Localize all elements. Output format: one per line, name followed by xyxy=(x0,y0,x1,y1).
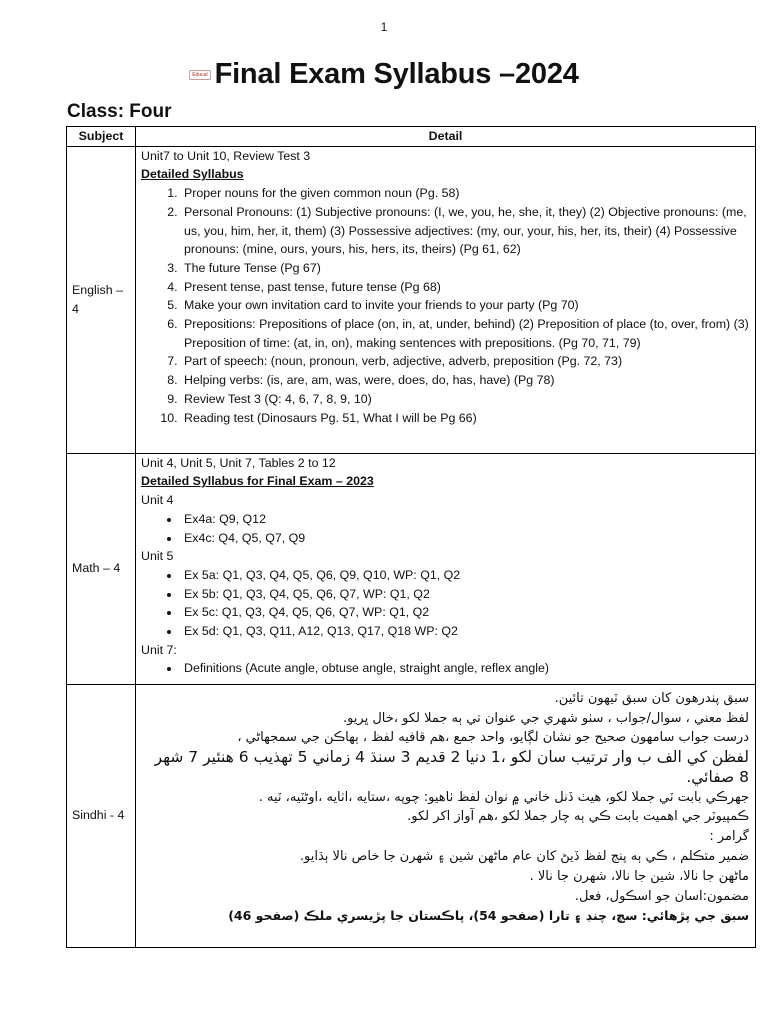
syllabus-table xyxy=(66,126,756,948)
list-item: • Ex4a: Q9, Q12 xyxy=(181,510,750,529)
list-item: • Ex 5a: Q1, Q3, Q4, Q5, Q6, Q9, Q10, WP: Q1, Q2 xyxy=(181,566,750,585)
sindhi-line: ڪمپيوٽر جي اهميت بابت ڪي ٻه چار جملا لکو ،هم آواز اکر لکو. xyxy=(407,809,749,825)
subject-math: Math – 4 xyxy=(67,453,136,684)
list-item: 9. Review Test 3 (Q: 4, 6, 7, 8, 9, 10) xyxy=(181,390,750,409)
math-heading: Detailed Syllabus for Final Exam – 2023 xyxy=(141,474,374,489)
list-item: 3. The future Tense (Pg 67) xyxy=(181,259,750,278)
sindhi-line: درست جواب سامهون صحيح جو نشان لڳايو، واحد جمع ،هم قافيه لفظ ، ٻهاڪن جي سمجهاڻي ، xyxy=(237,730,749,746)
detail-math xyxy=(136,453,756,684)
table-row-math xyxy=(67,453,756,684)
header-subject: Subject xyxy=(67,127,136,147)
list-item: • Ex 5b: Q1, Q3, Q4, Q5, Q6, Q7, WP: Q1, Q2 xyxy=(181,585,750,604)
sindhi-line: لفظن کي الف ب وار ترتيب سان لکو ،1 دنيا 2 قديم 3 سنڌ 4 زماني 5 تهذيب 6 هنئير 7 شهر 8 صفائي. xyxy=(154,748,749,786)
detail-english xyxy=(136,146,756,453)
sindhi-line: ضمير متڪلم ، ڪي ٻه پنج لفظ ڏيڻ کان عام ماڻهن شين ۽ شهرن جا خاص نالا ٻڌايو. xyxy=(299,849,749,865)
title-row xyxy=(0,58,768,91)
list-item: • Definitions (Acute angle, obtuse angle, straight angle, reflex angle) xyxy=(181,659,750,678)
sindhi-line: جهرڪي بابت ٽي جملا لکو، هيٺ ڏنل خاني ۾ نوان لفظ ٺاهيو: چوپه ،ستايه ،اٺايه ،اوڻٽيه، ٽيه . xyxy=(258,789,749,805)
subject-sindhi: Sindhi - 4 xyxy=(67,684,136,947)
list-item: 10. Reading test (Dinosaurs Pg. 51, What I will be Pg 66) xyxy=(181,409,750,428)
page-number: 1 xyxy=(380,20,388,34)
subject-english: English – 4 xyxy=(67,146,136,453)
list-item: 5. Make your own invitation card to invite your friends to your party (Pg 70) xyxy=(181,296,750,315)
math-unit5-label: Unit 5 xyxy=(141,549,174,564)
sindhi-line: ماڻهن جا نالا، شين جا نالا، شهرن جا نالا . xyxy=(529,868,749,884)
math-unit7-list xyxy=(141,659,750,678)
class-label: Class: Four xyxy=(67,101,172,122)
table-row-sindhi xyxy=(67,684,756,947)
list-item: 1. Proper nouns for the given common noun (Pg. 58) xyxy=(181,184,750,203)
list-item: • Ex 5c: Q1, Q3, Q4, Q5, Q6, Q7, WP: Q1, Q2 xyxy=(181,603,750,622)
sindhi-line: سبق جي پڙهائي: سچ، چنڊ ۽ تارا (صفحو 54)، پاڪستان جا پڙيسري ملڪ (صفحو 46) xyxy=(228,908,749,924)
sindhi-line: مضمون:اسان جو اسڪول، فعل. xyxy=(574,888,749,904)
math-unit4-label: Unit 4 xyxy=(141,493,174,508)
sindhi-line: گرامر : xyxy=(709,829,749,845)
header-detail: Detail xyxy=(136,127,756,147)
page-title: Final Exam Syllabus –2024 xyxy=(214,58,579,90)
list-item: 2. Personal Pronouns: (1) Subjective pronouns: (I, we, you, he, she, it, they) (2) Objective pronouns: (me, us, you, him, her, it, them) (3) Possessive adjectives: (my, our, your, his, her, its, their) (4) Possessive pronouns: (mine, ours, yours, his, hers, its, theirs) (Pg 61, 62) xyxy=(181,203,750,259)
sindhi-line: لفظ معني ، سوال/جواب ، سٺو شهري جي عنوان تي ٻه جملا لکو ،خال ڀريو. xyxy=(342,710,749,726)
math-unit4-list xyxy=(141,510,750,547)
sindhi-line: سبق پندرهون کان سبق ٽيهون تائين. xyxy=(554,690,749,706)
list-item: 8. Helping verbs: (is, are, am, was, were, does, do, has, have) (Pg 78) xyxy=(181,371,750,390)
list-item: • Ex 5d: Q1, Q3, Q11, A12, Q13, Q17, Q18 WP: Q2 xyxy=(181,622,750,641)
list-item: 6. Prepositions: Prepositions of place (on, in, at, under, behind) (2) Preposition of place (to, over, from) (3) Preposition of time: (at, in, on), making sentences with prepositions. (Pg 70, 71, 79) xyxy=(181,315,750,352)
english-list xyxy=(141,184,750,427)
math-unit5-list xyxy=(141,566,750,641)
table-header-row xyxy=(67,127,756,147)
math-units: Unit 4, Unit 5, Unit 7, Tables 2 to 12 xyxy=(141,455,336,470)
table-row-english xyxy=(67,146,756,453)
school-logo: Educal xyxy=(189,70,210,80)
list-item: • Ex4c: Q4, Q5, Q7, Q9 xyxy=(181,529,750,548)
list-item: 7. Part of speech: (noun, pronoun, verb, adjective, adverb, preposition (Pg. 72, 73) xyxy=(181,352,750,371)
list-item: 4. Present tense, past tense, future tense (Pg 68) xyxy=(181,278,750,297)
detail-sindhi xyxy=(136,684,756,947)
math-unit7-label: Unit 7: xyxy=(141,642,177,657)
english-heading: Detailed Syllabus xyxy=(141,167,244,182)
english-units: Unit7 to Unit 10, Review Test 3 xyxy=(141,148,311,163)
